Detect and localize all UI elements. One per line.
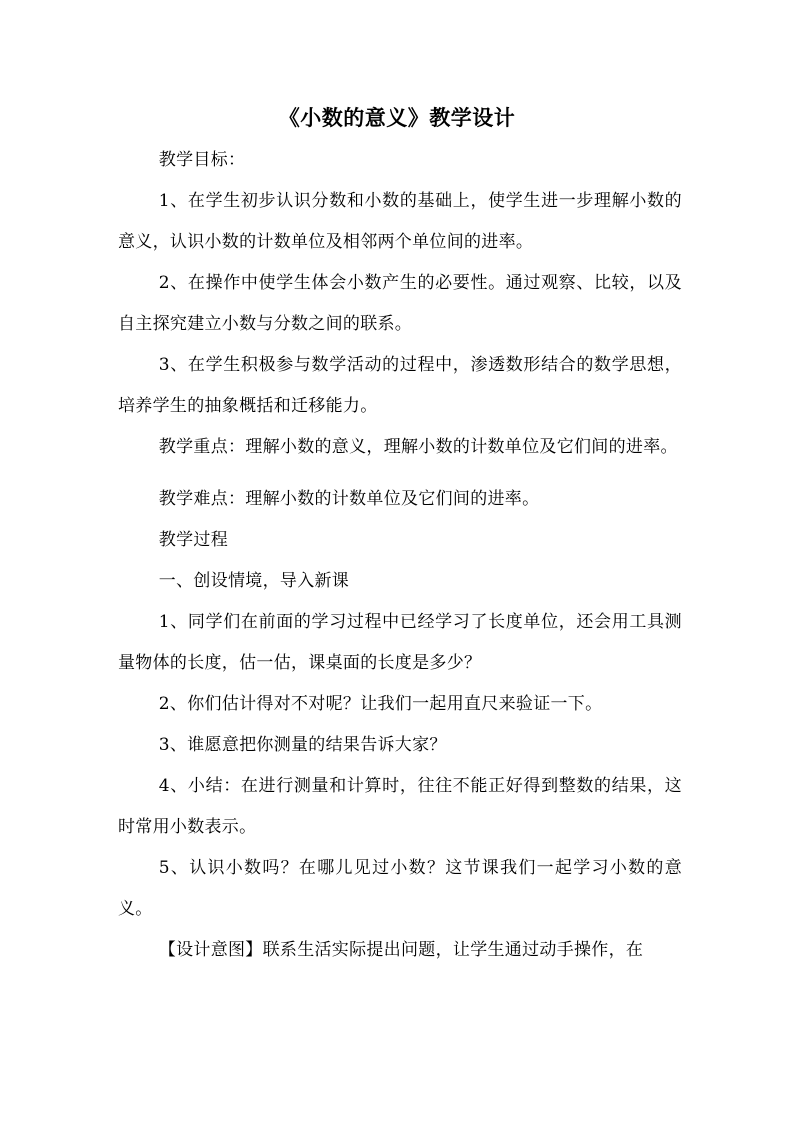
paragraph-design-intent: 【设计意图】联系生活实际提出问题，让学生通过动手操作，在	[158, 940, 644, 960]
paragraph-difficult-point: 教学难点：理解小数的计数单位及它们间的进率。	[158, 489, 540, 509]
paragraph-key-point: 教学重点：理解小数的意义，理解小数的计数单位及它们间的进率。	[158, 437, 678, 457]
paragraph-step-5: 5、认识小数吗？在哪儿见过小数？这节课我们一起学习小数的意义。	[118, 858, 682, 919]
paragraph-step-4: 4、小结：在进行测量和计算时，往往不能正好得到整数的结果，这时常用小数表示。	[118, 776, 682, 837]
paragraph-section-1-heading: 一、创设情境，导入新课	[158, 571, 350, 591]
paragraph-goal-2: 2、在操作中使学生体会小数产生的必要性。通过观察、比较，以及自主探究建立小数与分数之间的联系。	[118, 273, 682, 334]
document-body	[118, 140, 682, 971]
paragraph-teaching-goals-heading: 教学目标：	[158, 150, 246, 170]
paragraph-goal-1: 1、在学生初步认识分数和小数的基础上，使学生进一步理解小数的意义，认识小数的计数单位及相邻两个单位间的进率。	[118, 191, 682, 252]
paragraph-step-2: 2、你们估计得对不对呢？让我们一起用直尺来验证一下。	[158, 694, 603, 714]
document-title: 《小数的意义》教学设计	[278, 105, 516, 130]
paragraph-process-heading: 教学过程	[158, 530, 228, 550]
paragraph-step-3: 3、谁愿意把你测量的结果告诉大家？	[158, 735, 447, 755]
paragraph-step-1: 1、同学们在前面的学习过程中已经学习了长度单位，还会用工具测量物体的长度，估一估，课桌面的长度是多少？	[118, 612, 682, 673]
paragraph-goal-3: 3、在学生积极参与数学活动的过程中，渗透数形结合的数学思想，培养学生的抽象概括和迁移能力。	[118, 355, 682, 416]
